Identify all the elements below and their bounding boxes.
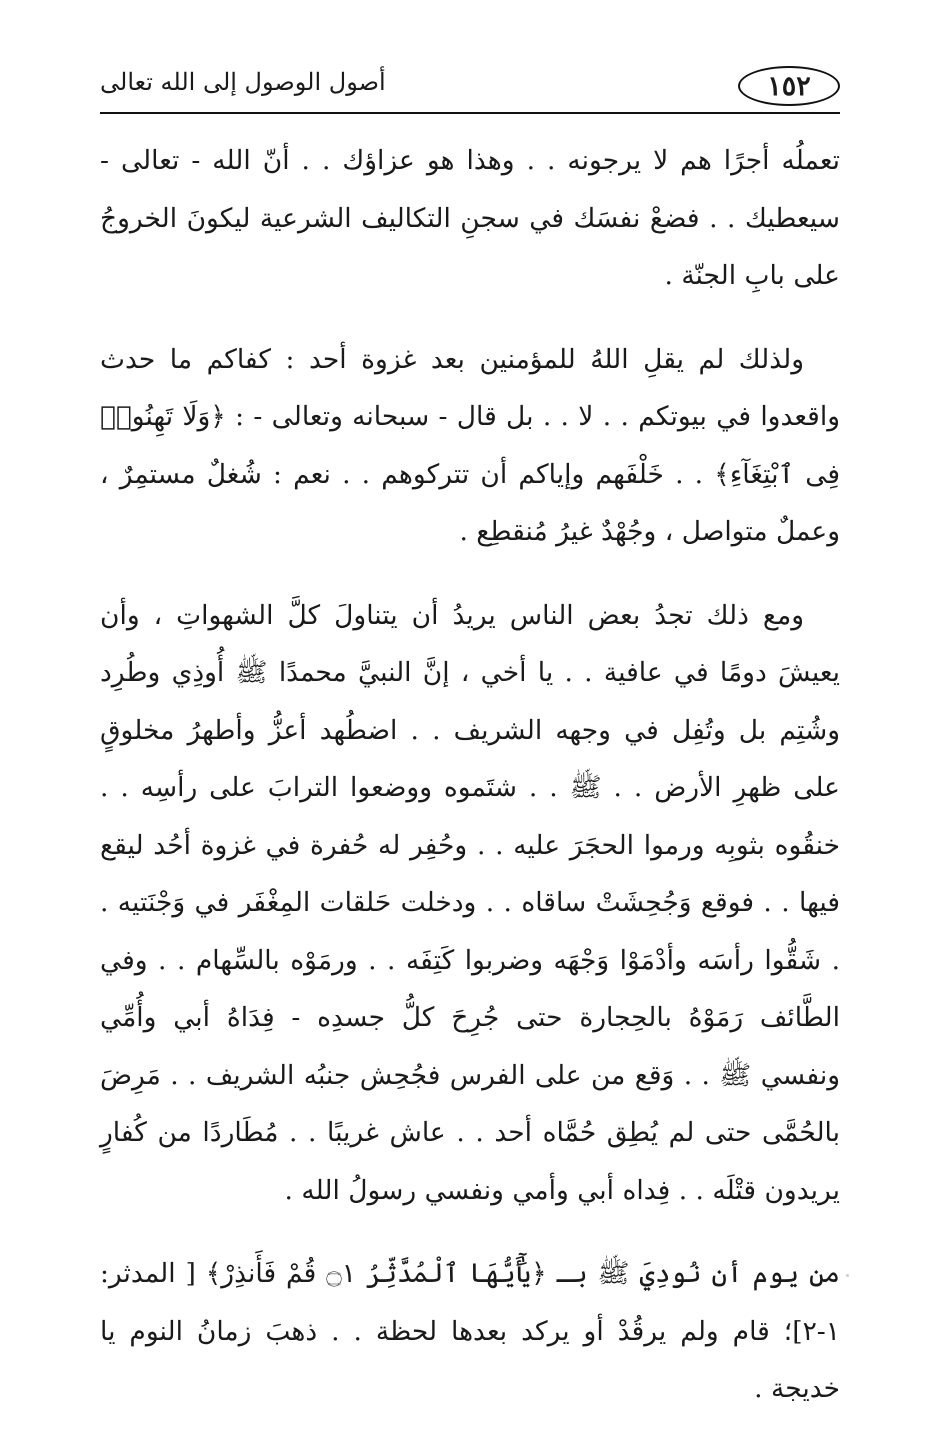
paragraph-4: من يوم أن نُودِيَ ﷺ بـ ﴿يَٰٓأَيُّهَا ٱلْمُدَّثِّرُ ۝١ قُمْ فَأَنذِرْ﴾ [ المدثر: ١-٢]؛ قام ولم يرقُدْ أو يركد بعدها لحظة . . ذهبَ زمانُ النوم يا خديجة . [100,1258,840,1404]
page-number-badge [738,66,840,106]
page-number: ١٥٢ [767,70,811,102]
paragraph-2: ولذلك لم يقلِ اللهُ للمؤمنين بعد غزوة أحد : كفاكم ما حدث واقعدوا في بيوتكم . . لا . . بل قال - سبحانه وتعالى - : ﴿وَلَا تَهِنُوا۟ فِى ٱبْتِغَآءِ﴾ . . خَلْفَهم وإياكم أن تتركوهم . . نعم : شُغلٌ مستمِرٌ ، وعملٌ متواصل ، وجُهْدٌ غيرُ مُنقطِع . [100,343,840,547]
page-body [100,132,840,1444]
running-title: أصول الوصول إلى الله تعالى [100,68,386,96]
paragraph-3: ومع ذلك تجدُ بعض الناس يريدُ أن يتناولَ كلَّ الشهواتِ ، وأن يعيشَ دومًا في عافية . . يا أخي ، إنَّ النبيَّ محمدًا ﷺ أُوذِي وطُرِد وشُتِم بل وتُفِل في وجهه الشريف . . اضطُهد أعزُّ وأطهرُ مخلوقٍ على ظهرِ الأرض . . ﷺ . . شتَموه ووضعوا الترابَ على رأسِه . . خنقُوه بثوبِه ورموا الحجَرَ عليه . . وحُفِر له حُفرة في غزوة أحُد ليقع فيها . . فوقع وَجُحِشَتْ ساقاه . . ودخلت حَلقات المِغْفَر في وَجْنَتيه . . شَقُّوا رأسَه وأدْمَوْا وَجْهَه وضربوا كَتِفَه . . ورمَوْه بالسِّهام . . وفي الطَّائف رَمَوْهُ بالحِجارة حتى جُرِحَ كلُّ جسدِه - فِدَاهُ أبي وأُمِّي ونفسي ﷺ . . وَقع من على الفرس فجُحِش جنبُه الشريف . . مَرِضَ بالحُمَّى حتى لم يُطِق حُمَّاه أحد . . عاش غريبًا . . مُطَاردًا من كُفارٍ يريدون قتْلَه . . فِداه أبي وأمي ونفسي رسولُ الله . [100,599,840,1206]
scan-speck [846,1274,849,1277]
header-divider [100,112,840,114]
page-header [100,62,840,114]
paragraph-1: تعملُه أجرًا هم لا يرجونه . . وهذا هو عزاؤك . . أنّ الله - تعالى - سيعطيك . . فضعْ نفسَك في سجنِ التكاليف الشرعية ليكونَ الخروجُ على بابِ الجنّة . [100,145,840,291]
